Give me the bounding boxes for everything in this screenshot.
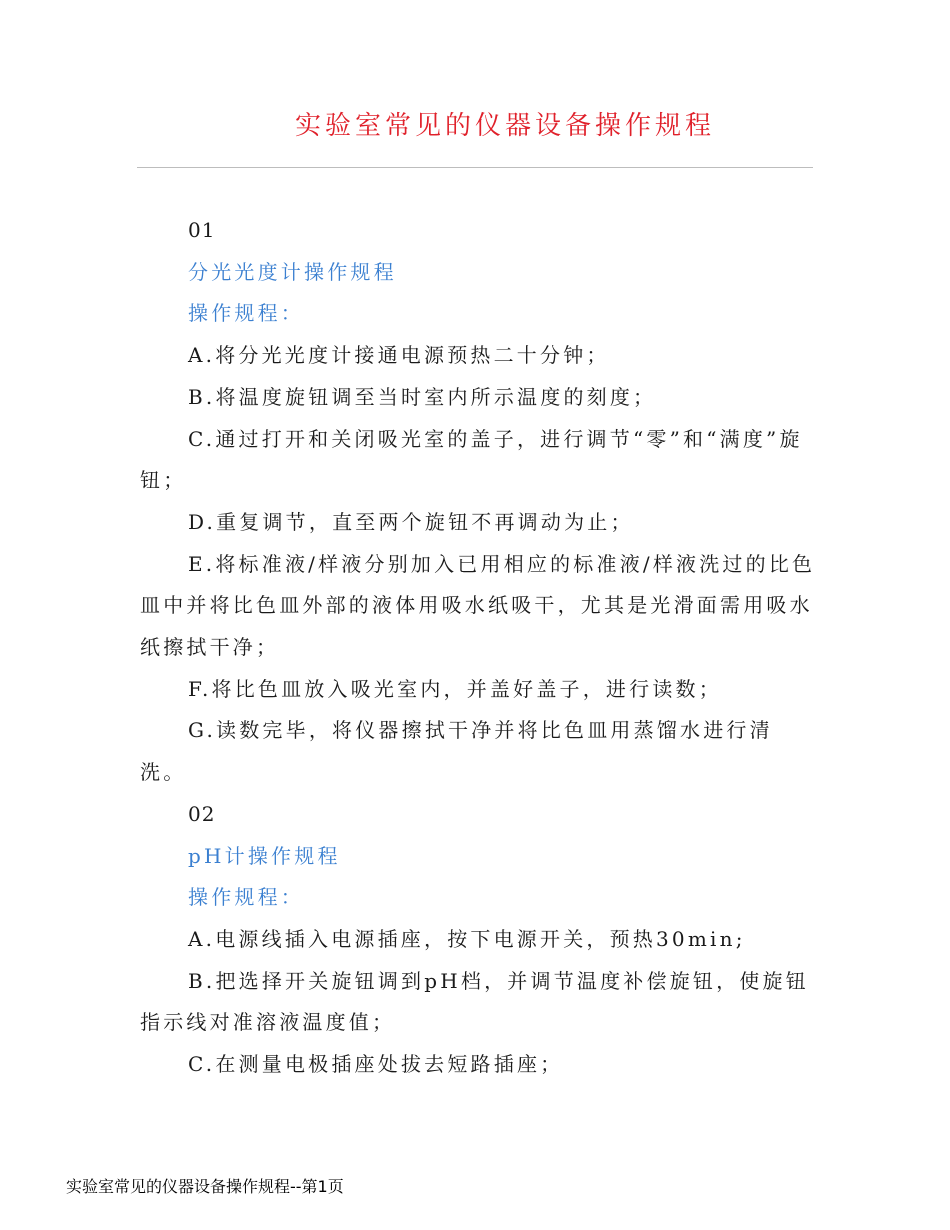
step-item: D.重复调节，直至两个旋钮不再调动为止； [188,509,634,534]
section-01 [140,210,816,794]
document-title: 实验室常见的仪器设备操作规程 [294,111,715,141]
step-item: A.将分光光度计接通电源预热二十分钟； [188,343,610,368]
section-heading: 分光光度计操作规程 [188,259,397,284]
step-item: A.电源线插入电源插座，按下电源开关，预热30min; [188,926,746,951]
step-item: B.把选择开关旋钮调到pH档，并调节温度补偿旋钮，使旋钮指示线对准溶液温度值； [140,968,809,1035]
section-subheading: 操作规程： [188,301,304,326]
section-number: 01 [188,218,216,242]
section-heading: pH计操作规程 [188,843,341,868]
page-footer: 实验室常见的仪器设备操作规程--第1页 [66,1177,344,1196]
section-subheading: 操作规程： [188,885,304,910]
step-item: E.将标准液/样液分别加入已用相应的标准液/样液洗过的比色皿中并将比色皿外部的液体用吸水纸吸干，尤其是光滑面需用吸水纸擦拭干净； [140,551,816,660]
section-02 [140,794,816,1086]
title-divider [137,167,813,168]
document-body [140,210,816,1086]
section-number: 02 [188,801,216,826]
step-item: B.将温度旋钮调至当时室内所示温度的刻度； [188,384,657,409]
step-item: G.读数完毕，将仪器擦拭干净并将比色皿用蒸馏水进行清洗。 [140,718,773,785]
step-item: F.将比色皿放入吸光室内，并盖好盖子，进行读数； [188,676,722,701]
step-item: C.通过打开和关闭吸光室的盖子，进行调节“零”和“满度”旋钮； [140,426,803,493]
step-item: C.在测量电极插座处拔去短路插座； [188,1052,564,1077]
